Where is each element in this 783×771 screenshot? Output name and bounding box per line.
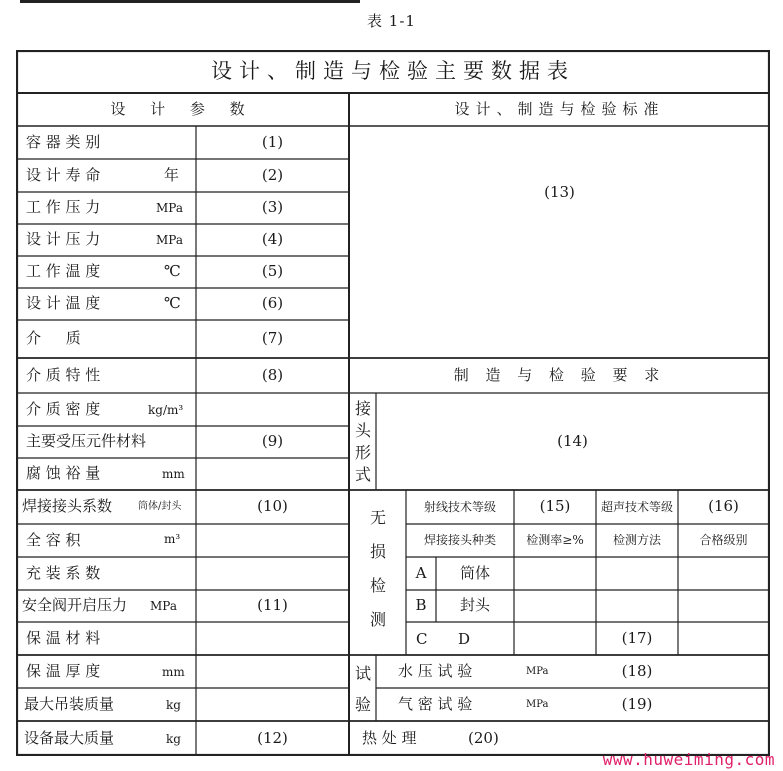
hydro-test-unit: MPa (526, 666, 549, 677)
design-params-header: 设 计 参 数 (110, 100, 255, 118)
param-value: (7) (261, 329, 284, 347)
joint-row-b: B (415, 596, 427, 614)
param-unit: kg (166, 732, 181, 746)
param-value: (12) (257, 729, 288, 747)
param-value: (9) (261, 432, 284, 450)
standards-value: (13) (544, 183, 575, 201)
param-label: 腐 蚀 裕 量 (26, 464, 101, 482)
param-label: 保 温 厚 度 (26, 662, 101, 680)
param-value: (4) (261, 230, 284, 248)
joint-row-b-part: 封头 (459, 596, 490, 614)
param-label: 设 计 寿 命 (26, 166, 101, 184)
table-caption: 表 1-1 (367, 12, 416, 30)
param-label: 保 温 材 料 (26, 629, 101, 647)
ut-grade-value: (16) (708, 497, 739, 515)
table-grid (16, 50, 770, 756)
param-value: (11) (257, 596, 288, 614)
rt-grade-label: 射线技术等级 (423, 500, 496, 514)
param-unit: mm (162, 467, 185, 481)
air-test-value: (19) (621, 695, 653, 713)
test-label: 试验 (354, 664, 371, 714)
joint-form-value: (14) (557, 432, 588, 450)
param-unit: kg/m³ (148, 403, 184, 417)
param-unit: mm (162, 665, 185, 679)
table-title: 设计、制造与检验主要数据表 (211, 59, 575, 83)
joint-type-header: 焊接接头种类 (423, 533, 496, 547)
param-unit: 筒体/封头 (138, 501, 182, 512)
param-value: (8) (261, 366, 284, 384)
param-label: 工 作 压 力 (26, 198, 101, 216)
param-label: 全 容 积 (26, 531, 81, 549)
param-value: (10) (257, 497, 288, 515)
param-label: 介 质 特 性 (26, 366, 101, 384)
param-label: 介 质 密 度 (26, 400, 101, 418)
ut-grade-label: 超声技术等级 (600, 500, 673, 514)
air-test-unit: MPa (526, 699, 549, 710)
joint-row-d: D (458, 630, 471, 648)
param-value: (3) (261, 198, 284, 216)
cd-value: (17) (621, 629, 653, 647)
requirements-header: 制 造 与 检 验 要 求 (453, 366, 666, 384)
param-label: 设 计 温 度 (26, 294, 101, 312)
param-value: (1) (261, 133, 284, 151)
heat-treatment-label: 热 处 理 (362, 729, 417, 747)
param-value: (6) (261, 294, 284, 312)
detection-rate-header: 检测率≥% (526, 533, 584, 547)
param-unit: MPa (150, 599, 177, 613)
param-unit: ℃ (164, 262, 181, 280)
joint-form-label: 接头形式 (354, 399, 371, 484)
hydro-test-label: 水 压 试 验 (398, 662, 473, 680)
param-unit: kg (166, 698, 181, 712)
param-label: 介 质 (26, 329, 91, 347)
param-label: 安全阀开启压力 (22, 596, 128, 614)
param-unit: ℃ (164, 294, 181, 312)
joint-row-a: A (415, 564, 427, 582)
param-label: 焊接接头系数 (22, 497, 113, 515)
param-unit: m³ (164, 532, 181, 546)
watermark: www.huweiming.com (602, 750, 775, 769)
param-label: 设备最大质量 (24, 729, 115, 747)
param-label: 主要受压元件材料 (26, 432, 147, 450)
param-unit: MPa (156, 201, 183, 215)
rt-grade-value: (15) (539, 497, 571, 515)
detection-method-header: 检测方法 (612, 533, 661, 547)
hydro-test-value: (18) (621, 662, 653, 680)
param-label: 充 装 系 数 (26, 564, 101, 582)
param-label: 设 计 压 力 (26, 230, 101, 248)
acceptance-level-header: 合格级别 (699, 533, 748, 547)
standards-header: 设计、制造与检验标准 (454, 100, 665, 118)
heat-treatment-value: (20) (468, 729, 499, 747)
joint-row-a-part: 筒体 (459, 564, 490, 582)
param-value: (2) (261, 166, 284, 184)
param-unit: MPa (156, 233, 183, 247)
top-rule (20, 0, 360, 3)
joint-row-c: C (416, 630, 428, 648)
data-table (16, 50, 770, 756)
param-label: 最大吊装质量 (24, 695, 115, 713)
ndt-label: 无损检测 (369, 508, 386, 629)
param-label: 容 器 类 别 (26, 133, 101, 151)
param-value: (5) (261, 262, 284, 280)
air-test-label: 气 密 试 验 (398, 695, 473, 713)
param-unit: 年 (164, 166, 180, 184)
param-label: 工 作 温 度 (26, 262, 101, 280)
